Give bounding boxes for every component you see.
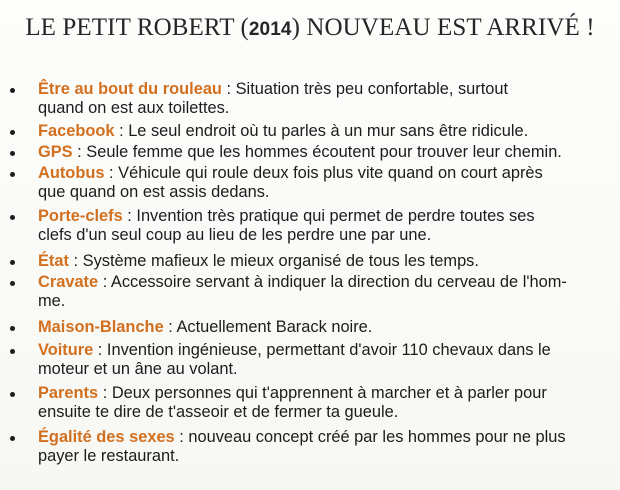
entry-term: État xyxy=(38,252,69,270)
entry-line-2: me. xyxy=(38,292,66,310)
entry-term: GPS xyxy=(38,143,73,161)
entry-text: Accessoire servant à indiquer la direction du cerveau de l'hom- xyxy=(110,273,567,291)
entry-term: Égalité des sexes xyxy=(38,428,175,446)
entry-text: Le seul endroit où tu parles à un mur sans être ridicule. xyxy=(128,122,529,140)
entry-term: Voiture xyxy=(38,341,94,359)
entry-line-1 xyxy=(38,122,528,141)
entry-text: Actuellement Barack noire. xyxy=(176,318,373,336)
title-after: ) NOUVEAU EST ARRIVÉ ! xyxy=(291,14,595,41)
bullet-icon xyxy=(10,88,15,93)
entry-line-1 xyxy=(38,318,372,337)
entry-term: Être au bout du rouleau xyxy=(38,80,222,98)
entry-text: Véhicule qui roule deux fois plus vite quand on court après xyxy=(118,164,543,182)
entry-line-1 xyxy=(38,207,535,226)
entry-separator: : xyxy=(98,273,111,291)
entry-line-2: payer le restaurant. xyxy=(38,447,180,465)
entry-separator: : xyxy=(122,207,137,225)
bullet-icon xyxy=(10,151,15,156)
entry-text: Invention très pratique qui permet de perdre toutes ses xyxy=(136,207,535,225)
entry-separator: : xyxy=(104,164,119,182)
entry-line-1 xyxy=(38,80,508,99)
entry-text: Situation très peu confortable, surtout xyxy=(235,80,509,98)
entry-term: Maison-Blanche xyxy=(38,318,164,336)
entry-separator: : xyxy=(72,143,87,161)
entry-line-1 xyxy=(38,252,479,271)
bullet-icon xyxy=(10,215,15,220)
bullet-icon xyxy=(10,281,15,286)
entry-line-2: que quand on est assis dedans. xyxy=(38,183,270,201)
bullet-icon xyxy=(10,436,15,441)
entry-term: Porte-clefs xyxy=(38,207,123,225)
entry-term: Cravate xyxy=(38,273,99,291)
entry-text: nouveau concept créé par les hommes pour ne plus xyxy=(188,428,566,446)
entry-line-1 xyxy=(38,273,567,292)
entry-term: Facebook xyxy=(38,122,115,140)
bullet-icon xyxy=(10,130,15,135)
entry-line-1 xyxy=(38,341,551,360)
entry-line-2: ensuite te dire de t'asseoir et de fermer ta gueule. xyxy=(38,403,399,421)
entry-separator: : xyxy=(93,341,107,359)
entry-line-1 xyxy=(38,143,562,162)
entry-text: Deux personnes qui t'apprennent à marcher et à parler pour xyxy=(111,384,547,402)
entry-separator: : xyxy=(98,384,112,402)
bullet-icon xyxy=(10,349,15,354)
title-before: LE PETIT ROBERT ( xyxy=(25,14,249,41)
entry-term: Autobus xyxy=(38,164,105,182)
bullet-icon xyxy=(10,172,15,177)
entry-line-1 xyxy=(38,428,566,447)
entry-term: Parents xyxy=(38,384,99,402)
bullet-icon xyxy=(10,392,15,397)
page-title xyxy=(0,14,620,42)
entry-line-2: clefs d'un seul coup au lieu de les perdre une par une. xyxy=(38,226,432,244)
entry-text: Seule femme que les hommes écoutent pour trouver leur chemin. xyxy=(86,143,562,161)
entry-separator: : xyxy=(114,122,129,140)
entry-separator: : xyxy=(163,318,177,336)
entry-line-2: quand on est aux toilettes. xyxy=(38,99,230,117)
entry-separator: : xyxy=(174,428,189,446)
entry-text: Système mafieux le mieux organisé de tous les temps. xyxy=(82,252,479,270)
entry-line-1 xyxy=(38,164,543,183)
bullet-icon xyxy=(10,260,15,265)
entry-separator: : xyxy=(221,80,236,98)
entry-line-2: moteur et un âne au volant. xyxy=(38,360,238,378)
entry-text: Invention ingénieuse, permettant d'avoir 110 chevaux dans le xyxy=(106,341,551,359)
title-year: 2014 xyxy=(248,19,292,40)
bullet-icon xyxy=(10,326,15,331)
entry-separator: : xyxy=(68,252,83,270)
entry-line-1 xyxy=(38,384,547,403)
